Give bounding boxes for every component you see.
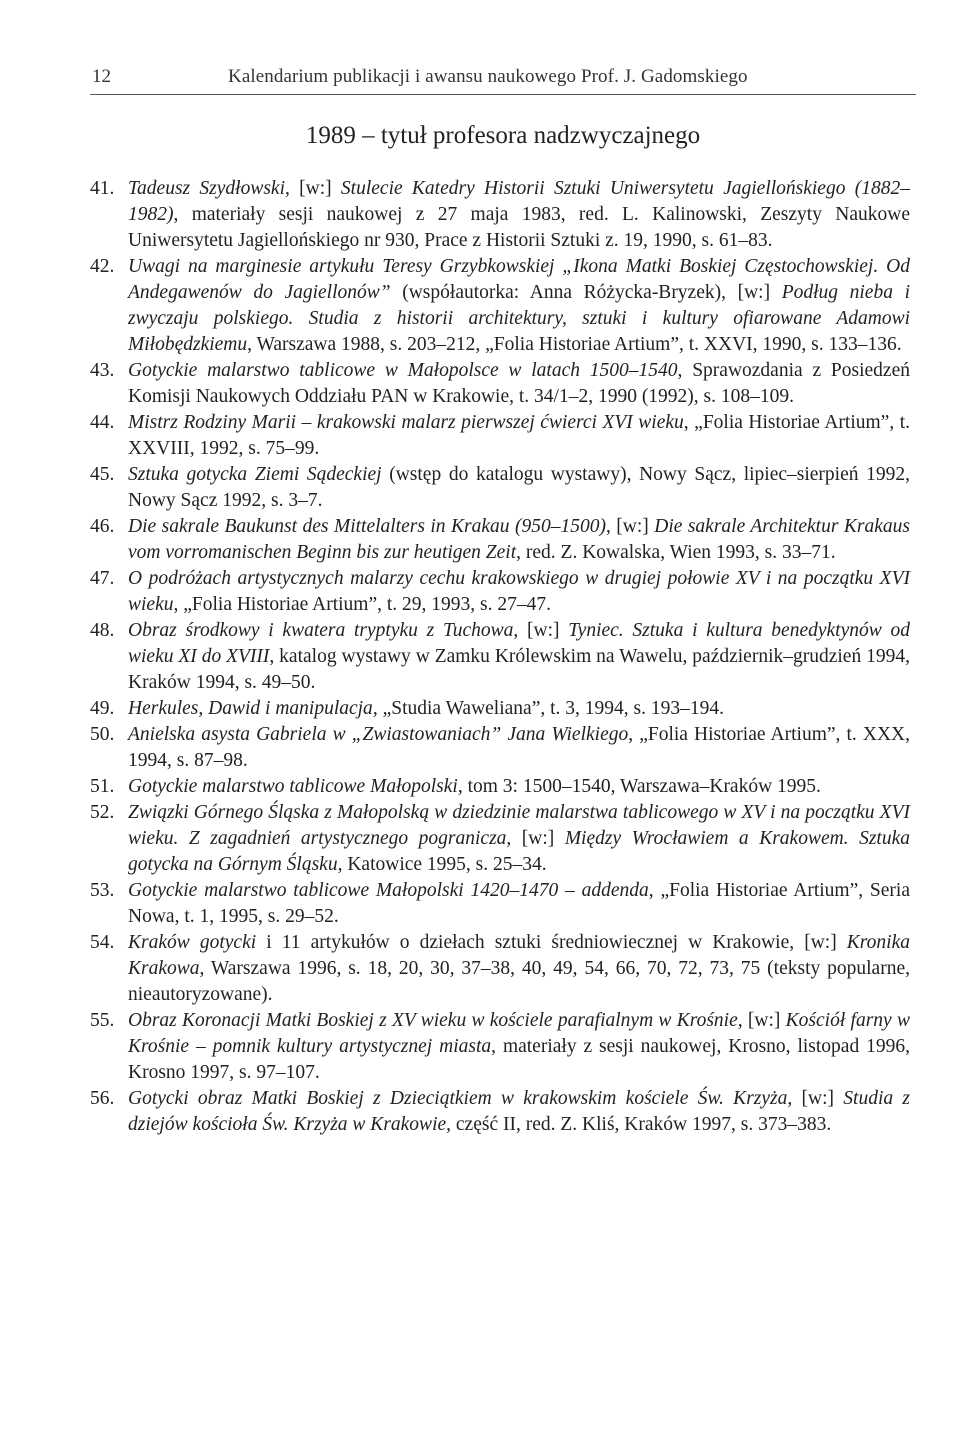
text-segment: [w:] [299, 178, 341, 199]
entry-text [128, 568, 910, 615]
text-segment: , [w:] [513, 620, 569, 641]
italic-title-segment: Die sakrale Baukunst des Mittelalters in Krakau (950–1500) [128, 516, 606, 537]
bibliography-entry [90, 618, 910, 696]
italic-title-segment: Związki Górnego Śląska z Małopolską w dziedzinie malarstwa tablicowego w XV i na początku XVI wieku. Z zagadnień artystycznego pogranicza [128, 802, 910, 849]
italic-title-segment: Stulecie Katedry Historii Sztuki Uniwersytetu Jagiellońskiego (1882–1982) [128, 178, 910, 225]
bibliography-entry [90, 358, 910, 410]
bibliography-entry [90, 566, 910, 618]
entry-text [128, 880, 910, 927]
italic-title-segment: Mistrz Rodziny Marii – krakowski malarz pierwszej ćwierci XVI wieku [128, 412, 684, 433]
bibliography-entry [90, 254, 910, 358]
bibliography-entry [90, 410, 910, 462]
text-segment: , materiały z sesji naukowej, Krosno, listopad 1996, Krosno 1997, s. 97–107. [128, 1036, 910, 1083]
bibliography-entry [90, 878, 910, 930]
italic-title-segment: O podróżach artystycznych malarzy cechu krakowskiego w drugiej połowie XV i na początku XVI wieku [128, 568, 910, 615]
entry-number: 47. [90, 568, 115, 589]
text-segment: (wstęp do katalogu wystawy), Nowy Sącz, lipiec–sierpień 1992, Nowy Sącz 1992, s. 3–7. [128, 464, 911, 511]
italic-title-segment: Gotyckie malarstwo tablicowe w Małopolsce w latach 1500–1540 [128, 360, 678, 381]
text-segment: , tom 3: 1500–1540, Warszawa–Kraków 1995. [457, 776, 821, 797]
bibliography-entry [90, 176, 910, 254]
running-title: Kalendarium publikacji i awansu naukowego Prof. J. Gadomskiego [228, 66, 748, 87]
entry-number: 49. [90, 698, 115, 719]
italic-title-segment: Studia z dziejów kościoła Św. Krzyża w Krakowie [128, 1088, 910, 1135]
text-segment: , [w:] [605, 516, 655, 537]
entry-text [128, 412, 910, 459]
bibliography-entry [90, 1086, 910, 1138]
bibliography-entry [90, 800, 910, 878]
entry-text [128, 1010, 910, 1083]
italic-title-segment: Kościół farny w Krośnie – pomnik kultury artystycznej miasta [128, 1010, 910, 1057]
italic-title-segment: Kronika Krakowa [128, 932, 910, 979]
entry-number: 44. [90, 412, 115, 433]
bibliography-entry [90, 696, 910, 722]
bibliography-entry [90, 462, 910, 514]
entry-number: 46. [90, 516, 115, 537]
entry-number: 55. [90, 1010, 115, 1031]
bibliography-entry [90, 1008, 910, 1086]
bibliography-entry [90, 722, 910, 774]
italic-title-segment: Obraz Koronacji Matki Boskiej z XV wieku w kościele parafialnym w Krośnie [128, 1010, 738, 1031]
entry-number: 41. [90, 178, 115, 199]
entry-number: 52. [90, 802, 115, 823]
italic-title-segment: Kraków gotycki [128, 932, 257, 953]
italic-title-segment: Obraz środkowy i kwatera tryptyku z Tuchowa [128, 620, 514, 641]
page-number: 12 [92, 66, 111, 87]
entry-text [128, 724, 910, 771]
italic-title-segment: Sztuka gotycka Ziemi Sądeckiej [128, 464, 382, 485]
entry-text [128, 256, 910, 355]
bibliography-list [90, 176, 910, 1138]
entry-text [128, 802, 910, 875]
entry-number: 45. [90, 464, 115, 485]
italic-title-segment: Gotyckie malarstwo tablicowe Małopolski 1420–1470 – addenda [128, 880, 649, 901]
text-segment: , „Studia Waweliana”, t. 3, 1994, s. 193–194. [372, 698, 724, 719]
italic-title-segment: Tyniec. Sztuka i kultura benedyktynów od wieku XI do XVIII [128, 620, 910, 667]
italic-title-segment: Między Wrocławiem a Krakowem. Sztuka gotycka na Górnym Śląsku [128, 828, 910, 875]
text-segment: , „Folia Historiae Artium”, t. 29, 1993, s. 27–47. [173, 594, 551, 615]
entry-number: 51. [90, 776, 115, 797]
italic-title-segment: Die sakrale Architektur Krakaus vom vorromanischen Beginn bis zur heutigen Zeit [128, 516, 910, 563]
running-header [90, 62, 916, 95]
text-segment: , [w:] [787, 1088, 844, 1109]
bibliography-entry [90, 930, 910, 1008]
section-heading: 1989 – tytuł profesora nadzwyczajnego [305, 122, 701, 149]
entry-text [128, 360, 910, 407]
entry-text [128, 698, 724, 719]
entry-text [128, 464, 910, 511]
text-segment: , Katowice 1995, s. 25–34. [337, 854, 547, 875]
entry-text [128, 516, 910, 563]
text-segment: , katalog wystawy w Zamku Królewskim na Wawelu, październik–grudzień 1994, Kraków 1994, s. 49–50. [128, 646, 910, 693]
text-segment: , część II, red. Z. Kliś, Kraków 1997, s. 373–383. [446, 1114, 832, 1135]
italic-title-segment: Podług nieba i zwyczaju polskiego. Studia z historii architektury, sztuki i kultury ofiarowane Adamowi Miłobędzkiemu [128, 282, 910, 355]
entry-text [128, 1088, 910, 1135]
text-segment: , [w:] [737, 1010, 786, 1031]
text-segment: , red. Z. Kowalska, Wien 1993, s. 33–71. [516, 542, 836, 563]
italic-title-segment: Gotyckie malarstwo tablicowe Małopolski [128, 776, 458, 797]
bibliography-entry [90, 774, 910, 800]
text-segment: , Warszawa 1996, s. 18, 20, 30, 37–38, 40, 49, 54, 66, 70, 72, 73, 75 (teksty popularne, nieautoryzowane). [128, 958, 910, 1005]
entry-text [128, 776, 821, 797]
text-segment: i 11 artykułów o dziełach sztuki średniowiecznej w Krakowie, [w:] [256, 932, 847, 953]
text-segment: , „Folia Historiae Artium”, t. XXVIII, 1992, s. 75–99. [128, 412, 910, 459]
text-segment: , Warszawa 1988, s. 203–212, „Folia Historiae Artium”, t. XXVI, 1990, s. 133–136. [247, 334, 902, 355]
entry-number: 42. [90, 256, 115, 277]
italic-title-segment: Tadeusz Szydłowski, [128, 178, 300, 199]
entry-number: 43. [90, 360, 115, 381]
text-segment: (współautorka: Anna Różycka-Bryzek), [w:] [390, 282, 782, 303]
entry-number: 54. [90, 932, 115, 953]
text-segment: , „Folia Historiae Artium”, t. XXX, 1994, s. 87–98. [128, 724, 911, 771]
italic-title-segment: Anielska asysta Gabriela w „Zwiastowaniach” Jana Wielkiego [128, 724, 629, 745]
bibliography-entry [90, 514, 910, 566]
entry-text [128, 178, 910, 251]
entry-number: 48. [90, 620, 115, 641]
entry-text [128, 620, 910, 693]
italic-title-segment: Uwagi na marginesie artykułu Teresy Grzybkowskiej „Ikona Matki Boskiej Częstochowskiej. Od Andegawenów do Jagiellonów” [128, 256, 910, 303]
text-segment: , Sprawozdania z Posiedzeń Komisji Naukowych Oddziału PAN w Krakowie, t. 34/1–2, 1990 (1992), s. 108–109. [128, 360, 910, 407]
text-segment: , materiały sesji naukowej z 27 maja 1983, red. L. Kalinowski, Zeszyty Naukowe Uniwersytetu Jagiellońskiego nr 930, Prace z Historii Sztuki z. 19, 1990, s. 61–83. [128, 204, 910, 251]
italic-title-segment: Gotycki obraz Matki Boskiej z Dzieciątkiem w krakowskim kościele Św. Krzyża [128, 1088, 788, 1109]
italic-title-segment: Herkules, Dawid i manipulacja [128, 698, 373, 719]
entry-text [128, 932, 910, 1005]
entry-number: 53. [90, 880, 115, 901]
entry-number: 56. [90, 1088, 115, 1109]
entry-number: 50. [90, 724, 115, 745]
text-segment: , [w:] [506, 828, 565, 849]
text-segment: , „Folia Historiae Artium”, Seria Nowa, t. 1, 1995, s. 29–52. [128, 880, 910, 927]
